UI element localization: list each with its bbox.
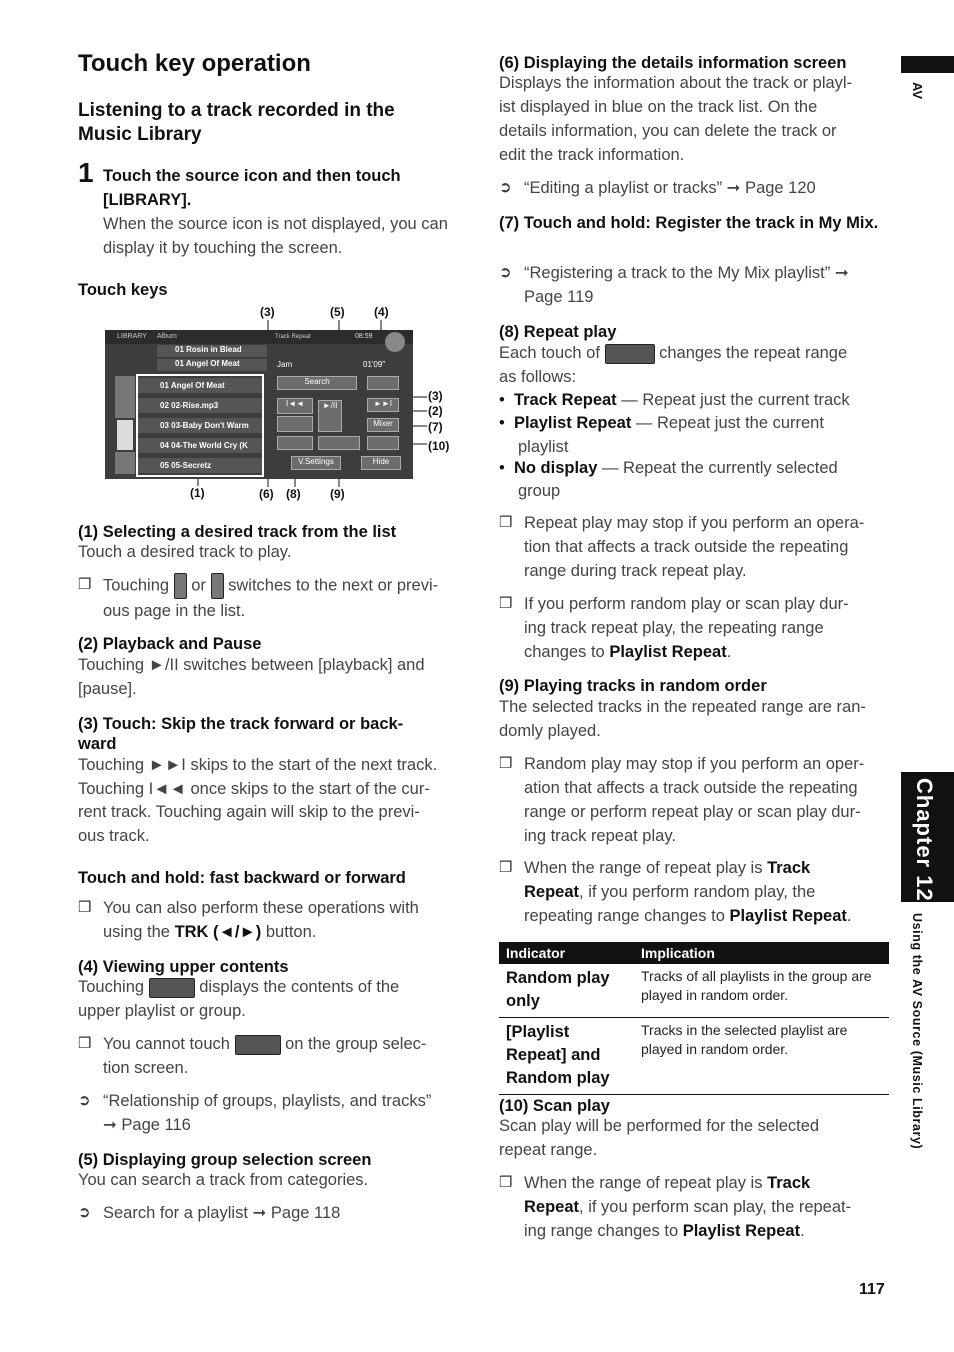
note-text: When the range of repeat play is	[524, 1174, 768, 1192]
table-header-indicator: Indicator	[499, 942, 634, 964]
callout-right-3: (3)	[428, 389, 443, 403]
callout-right-10: (10)	[428, 439, 450, 453]
section-1-body: Touch a desired track to play.	[78, 543, 292, 561]
section-3-body-line: rent track. Touching again will skip to the previ-	[78, 803, 420, 821]
screen-mixer-button: Mixer	[367, 418, 399, 432]
screen-elapsed-time: 01'09"	[363, 360, 386, 369]
section-6-body-line: Displays the information about the track or playl-	[499, 74, 853, 92]
screen-library-label: LIBRARY	[117, 333, 147, 340]
repeat-option-playlist-cont: playlist	[518, 438, 569, 456]
repeat-icon	[605, 344, 655, 364]
section-1-heading: (1) Selecting a desired track from the list	[78, 523, 397, 541]
note-text: Repeat play may stop if you perform an opera-	[524, 514, 865, 532]
section-3-heading-line1: (3) Touch: Skip the track forward or back-	[78, 715, 404, 733]
callout-bottom-6: (6)	[259, 487, 274, 501]
touch-keys-heading: Touch keys	[78, 281, 168, 299]
option-desc: — Repeat just the current	[631, 414, 824, 432]
section-4-reference	[78, 1089, 478, 1137]
callout-right-7: (7)	[428, 420, 443, 434]
callout-bottom-1: (1)	[190, 486, 205, 500]
page-down-icon	[211, 573, 224, 599]
section-4-note	[78, 1032, 478, 1080]
screen-clock: 08:59	[355, 333, 373, 340]
section-8-heading: (8) Repeat play	[499, 323, 617, 341]
callout-bottom-8: (8)	[286, 487, 301, 501]
repeat-option-none-cont: group	[518, 482, 561, 500]
reference-text: Page 119	[524, 288, 594, 306]
step-description: When the source icon is not displayed, you can display it by touching the screen.	[103, 215, 448, 257]
screen-v-settings-button: V.Settings	[291, 456, 341, 470]
bullet-icon: •	[499, 391, 505, 409]
screen-track-name: 02 02-Rise.mp3	[160, 401, 219, 410]
section-10-body-line: repeat range.	[499, 1141, 598, 1159]
screen-search-button: Search	[277, 376, 357, 390]
section-6-body-line: edit the track information.	[499, 146, 685, 164]
checkbox-note-icon: ❒	[78, 1035, 92, 1052]
section-7-reference	[499, 261, 889, 309]
table-header-row	[499, 942, 889, 964]
callout-top-3: (3)	[260, 305, 275, 319]
note-text: You can also perform these operations with	[103, 899, 419, 917]
body-text: as follows:	[499, 368, 577, 386]
note-text: , if you perform scan play, the repeat-	[579, 1198, 852, 1216]
table-cell-indicator: Random play only	[499, 964, 634, 1018]
screen-track-name: 01 Angel Of Meat	[175, 359, 240, 368]
random-note-1	[499, 752, 894, 848]
checkbox-note-icon: ❒	[78, 576, 92, 593]
section-3-body-line: Touching ►►I skips to the start of the next track.	[78, 756, 438, 774]
note-bold-term: Track	[767, 859, 811, 877]
note-text: or	[191, 576, 206, 595]
note-text: .	[726, 643, 732, 661]
side-av-label: AV	[910, 82, 925, 100]
section-6-body-line: ist displayed in blue on the track list. On the	[499, 98, 818, 116]
section-2-body-line1: Touching ►/II switches between [playback] and	[78, 656, 425, 674]
page-number: 117	[859, 1281, 885, 1298]
screen-random-button	[318, 436, 360, 450]
repeat-option-track	[499, 388, 894, 412]
screen-details-button	[277, 416, 313, 432]
screen-play-pause-button: ►/II	[318, 400, 342, 432]
section-4-heading: (4) Viewing upper contents	[78, 958, 289, 976]
reference-text: Search for a playlist ➞ Page 118	[103, 1204, 341, 1222]
section-6-reference	[499, 176, 889, 200]
screen-track-row	[157, 359, 267, 371]
note-text: changes to	[524, 643, 610, 661]
table-cell-indicator: [Playlist Repeat] and Random play	[499, 1018, 634, 1095]
screen-repeat-button	[277, 436, 313, 450]
scan-note	[499, 1171, 894, 1243]
callout-right-2: (2)	[428, 404, 443, 418]
section-3-body-line: Touching I◄◄ once skips to the start of the cur-	[78, 780, 430, 798]
up-folder-icon	[235, 1035, 281, 1055]
screen-track-name: 03 03-Baby Don't Warm	[160, 421, 249, 430]
note-text: tion that affects a track outside the repeating	[524, 538, 849, 556]
note-text: Touching	[103, 576, 170, 595]
table-cell-implication: Tracks of all playlists in the group are played in random order.	[634, 964, 889, 1018]
trk-button-name: TRK (◄/►)	[174, 923, 262, 941]
option-term: Playlist Repeat	[513, 414, 632, 432]
section-3-body-line: ous track.	[78, 827, 150, 845]
body-text: upper playlist or group.	[78, 1002, 246, 1020]
option-term: Track Repeat	[513, 391, 617, 409]
page-title: Touch key operation	[78, 50, 311, 77]
note-text: ous page in the list.	[103, 602, 246, 620]
section-9-heading: (9) Playing tracks in random order	[499, 677, 767, 695]
screen-page-up-button	[115, 376, 135, 418]
screen-hide-button: Hide	[361, 456, 401, 470]
checkbox-note-icon: ❒	[499, 595, 513, 612]
screen-track-name: 01 Rosin in Blead	[175, 345, 242, 354]
side-section-title: Using the AV Source (Music Library)	[910, 913, 924, 1150]
section-5-reference	[78, 1201, 478, 1225]
table-row	[499, 1018, 889, 1095]
note-bold-term: Playlist Repeat	[729, 907, 847, 925]
reference-arrow-icon: ➲	[78, 1092, 91, 1109]
library-screen-illustration	[105, 330, 413, 479]
body-text: Each touch of	[499, 344, 600, 362]
screen-up-button	[367, 376, 399, 390]
note-bold-term: Repeat	[524, 1198, 580, 1216]
repeat-option-playlist	[499, 411, 894, 435]
note-text: using the	[103, 923, 175, 941]
screen-album-label: Album	[157, 333, 177, 340]
section-8-body	[499, 341, 889, 389]
note-bold-term: Repeat	[524, 883, 580, 901]
step-title: Touch the source icon and then touch [LIBRARY].	[103, 167, 401, 209]
table-header-implication: Implication	[634, 942, 889, 964]
section-2-body-line2: [pause].	[78, 680, 137, 698]
screen-prev-button: I◄◄	[277, 398, 313, 414]
chapter-tab	[901, 772, 954, 902]
section-subtitle: Listening to a track recorded in the Music Library	[78, 100, 395, 145]
section-5-heading: (5) Displaying group selection screen	[78, 1151, 372, 1169]
note-bold-term: Track	[767, 1174, 811, 1192]
reference-text: ➞ Page 116	[103, 1116, 191, 1134]
section-10-heading: (10) Scan play	[499, 1097, 610, 1115]
screen-track-name: 05 05-Secretz	[160, 461, 212, 470]
hold-heading: Touch and hold: fast backward or forward	[78, 869, 406, 887]
note-text: ing track repeat play.	[524, 827, 676, 845]
section-6-body-line: details information, you can delete the track or	[499, 122, 837, 140]
option-desc: — Repeat just the current track	[616, 391, 850, 409]
table-row	[499, 964, 889, 1018]
callout-bottom-9: (9)	[330, 487, 345, 501]
bullet-icon: •	[499, 414, 505, 432]
screen-scrollbar	[117, 420, 133, 450]
note-text: switches to the next or previ-	[228, 576, 439, 595]
note-text: If you perform random play or scan play dur-	[524, 595, 849, 613]
section-7-heading: (7) Touch and hold: Register the track in My Mix.	[499, 214, 879, 232]
note-text: range or perform repeat play or scan play dur-	[524, 803, 861, 821]
note-text: ation that affects a track outside the repeating	[524, 779, 858, 797]
screen-page-down-button	[115, 452, 135, 474]
repeat-note-2	[499, 592, 894, 664]
note-text: ing track repeat play, the repeating range	[524, 619, 824, 637]
checkbox-note-icon: ❒	[78, 899, 92, 916]
section-6-heading: (6) Displaying the details information screen	[499, 54, 847, 72]
note-text: .	[846, 907, 852, 925]
section-4-body	[78, 975, 478, 1023]
chapter-label: Chapter 12	[912, 778, 937, 902]
screen-next-button: ►►I	[367, 398, 399, 412]
table-cell-implication: Tracks in the selected playlist are played in random order.	[634, 1018, 889, 1095]
section-5-body: You can search a track from categories.	[78, 1171, 369, 1189]
screen-list-highlight	[136, 374, 264, 477]
step-number: 1	[78, 157, 94, 188]
note-text: .	[800, 1222, 805, 1240]
hold-note	[78, 896, 478, 944]
screen-repeat-label: Track Repeat	[275, 334, 311, 340]
section-9-body-line: domly played.	[499, 722, 601, 740]
note-text: You cannot touch	[103, 1035, 230, 1053]
note-text: ing range changes to	[524, 1222, 683, 1240]
random-note-2	[499, 856, 894, 928]
note-bold-term: Playlist Repeat	[682, 1222, 801, 1240]
checkbox-note-icon: ❒	[499, 1174, 513, 1191]
body-text: changes the repeat range	[659, 344, 848, 362]
reference-arrow-icon: ➲	[499, 264, 512, 281]
option-term: No display	[513, 459, 598, 477]
note-text: Random play may stop if you perform an oper-	[524, 755, 865, 773]
reference-text: “Editing a playlist or tracks” ➞ Page 120	[524, 179, 816, 197]
reference-arrow-icon: ➲	[78, 1204, 91, 1221]
note-text: When the range of repeat play is	[524, 859, 768, 877]
option-desc: — Repeat the currently selected	[597, 459, 838, 477]
note-text: button.	[261, 923, 317, 941]
screen-scan-button	[367, 436, 399, 450]
section-3-heading-line2: ward	[78, 735, 117, 753]
reference-text: “Relationship of groups, playlists, and tracks”	[103, 1092, 432, 1110]
section-9-body-line: The selected tracks in the repeated range are ran-	[499, 698, 866, 716]
screen-source-icon	[385, 332, 405, 352]
screen-track-name: 04 04-The World Cry (K	[160, 441, 248, 450]
reference-text: “Registering a track to the My Mix playlist” ➞	[524, 264, 849, 282]
screen-jam-label: Jam	[277, 360, 293, 369]
note-text: on the group selec-	[285, 1035, 427, 1053]
checkbox-note-icon: ❒	[499, 514, 513, 531]
bullet-icon: •	[499, 459, 505, 477]
callout-top-5: (5)	[330, 305, 345, 319]
note-text: tion screen.	[103, 1059, 189, 1077]
body-text: displays the contents of the	[199, 978, 400, 996]
screen-track-row	[157, 345, 267, 357]
checkbox-note-icon: ❒	[499, 859, 513, 876]
up-folder-icon	[149, 978, 195, 998]
note-text: , if you perform random play, the	[579, 883, 816, 901]
reference-arrow-icon: ➲	[499, 179, 512, 196]
page-up-icon	[174, 573, 187, 599]
repeat-option-none	[499, 456, 894, 480]
callout-top-4: (4)	[374, 305, 389, 319]
note-text: range during track repeat play.	[524, 562, 747, 580]
section-1-note	[78, 573, 478, 623]
note-text: repeating range changes to	[524, 907, 730, 925]
note-bold-term: Playlist Repeat	[609, 643, 727, 661]
screen-track-name: 01 Angel Of Meat	[160, 381, 225, 390]
section-2-heading: (2) Playback and Pause	[78, 635, 262, 653]
checkbox-note-icon: ❒	[499, 755, 513, 772]
body-text: Touching	[78, 978, 145, 996]
section-10-body-line: Scan play will be performed for the selected	[499, 1117, 820, 1135]
random-indicator-table	[499, 942, 889, 1095]
repeat-note-1	[499, 511, 894, 583]
